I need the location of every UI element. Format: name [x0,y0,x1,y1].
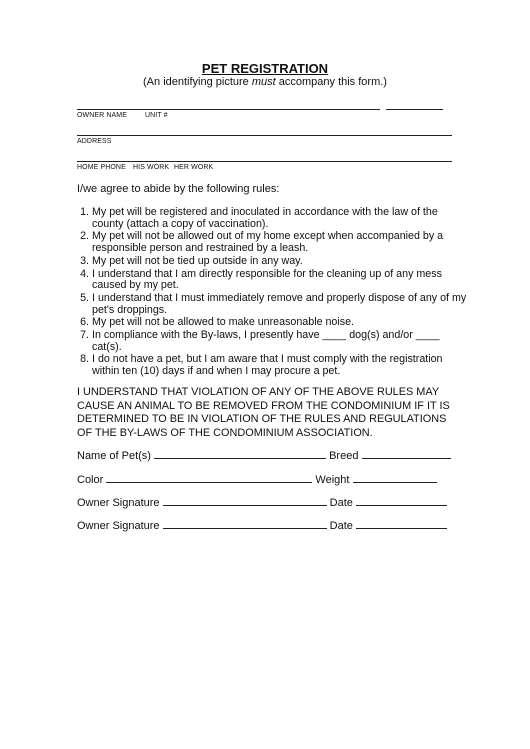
date-field[interactable] [356,494,447,506]
rule-item: 7. In compliance with the By-laws, I presently have ____ dog(s) and/or ____ cat(s). [92,330,472,353]
pet-name-label: Name of Pet(s) [77,450,151,462]
signature-row-1 [77,494,447,509]
page-title: PET REGISTRATION [201,61,329,76]
rule-item: 8. I do not have a pet, but I am aware that I must comply with the registration within ten (10) days if and when I may procure a pet. [92,354,472,377]
rule-item: 1. My pet will be registered and inoculated in accordance with the law of the county (attach a copy of vaccination). [92,207,472,230]
owner-signature-field[interactable] [163,494,327,506]
date-label: Date [329,520,353,532]
owner-signature-label: Owner Signature [77,497,160,509]
color-label: Color [77,474,104,486]
unit-label: UNIT # [145,112,168,119]
weight-field[interactable] [353,471,437,483]
color-field[interactable] [106,471,312,483]
pet-name-row [77,447,451,462]
subtitle-text: (An identifying picture [143,76,252,88]
owner-signature-field[interactable] [163,517,327,529]
owner-name-line[interactable] [77,109,380,110]
rules-intro: I/we agree to abide by the following rules: [77,183,280,195]
signature-row-2 [77,517,447,532]
rule-item: 6. My pet will not be allowed to make unreasonable noise. [92,317,472,329]
pet-name-field[interactable] [154,447,326,459]
owner-name-label: OWNER NAME [77,112,127,119]
breed-field[interactable] [362,447,451,459]
owner-signature-label: Owner Signature [77,520,160,532]
address-label: ADDRESS [77,138,112,145]
rule-item: 2. My pet will not be allowed out of my home except when accompanied by a responsible person and restrained by a leash. [92,231,472,254]
date-field[interactable] [356,517,447,529]
his-work-label: HIS WORK [133,164,170,171]
subtitle-emphasis: must [251,76,276,88]
color-row [77,471,437,486]
violation-notice: I UNDERSTAND THAT VIOLATION OF ANY OF THE ABOVE RULES MAY CAUSE AN ANIMAL TO BE REMOVED FROM THE CONDOMINIUM IF IT IS DETERMINED TO BE IN VIOLATION OF THE RULES AND REGULATIONS OF THE BY-LAWS OF THE CONDOMINIUM ASSOCIATION. [77,386,450,440]
date-label: Date [329,497,353,509]
rule-item: 5. I understand that I must immediately remove and properly dispose of any of my pet's droppings. [92,293,472,316]
rules-list [77,207,472,379]
rule-item: 4. I understand that I am directly responsible for the cleaning up of any mess caused by my pet. [92,269,472,292]
page-subtitle [0,76,530,88]
home-phone-label: HOME PHONE [77,164,126,171]
rule-item: 3. My pet will not be tied up outside in any way. [92,256,472,268]
phone-line[interactable] [77,161,452,162]
subtitle-text-end: accompany this form.) [275,76,387,88]
weight-label: Weight [315,474,350,486]
her-work-label: HER WORK [174,164,214,171]
address-line[interactable] [77,135,452,136]
breed-label: Breed [329,450,359,462]
unit-line[interactable] [386,109,443,110]
